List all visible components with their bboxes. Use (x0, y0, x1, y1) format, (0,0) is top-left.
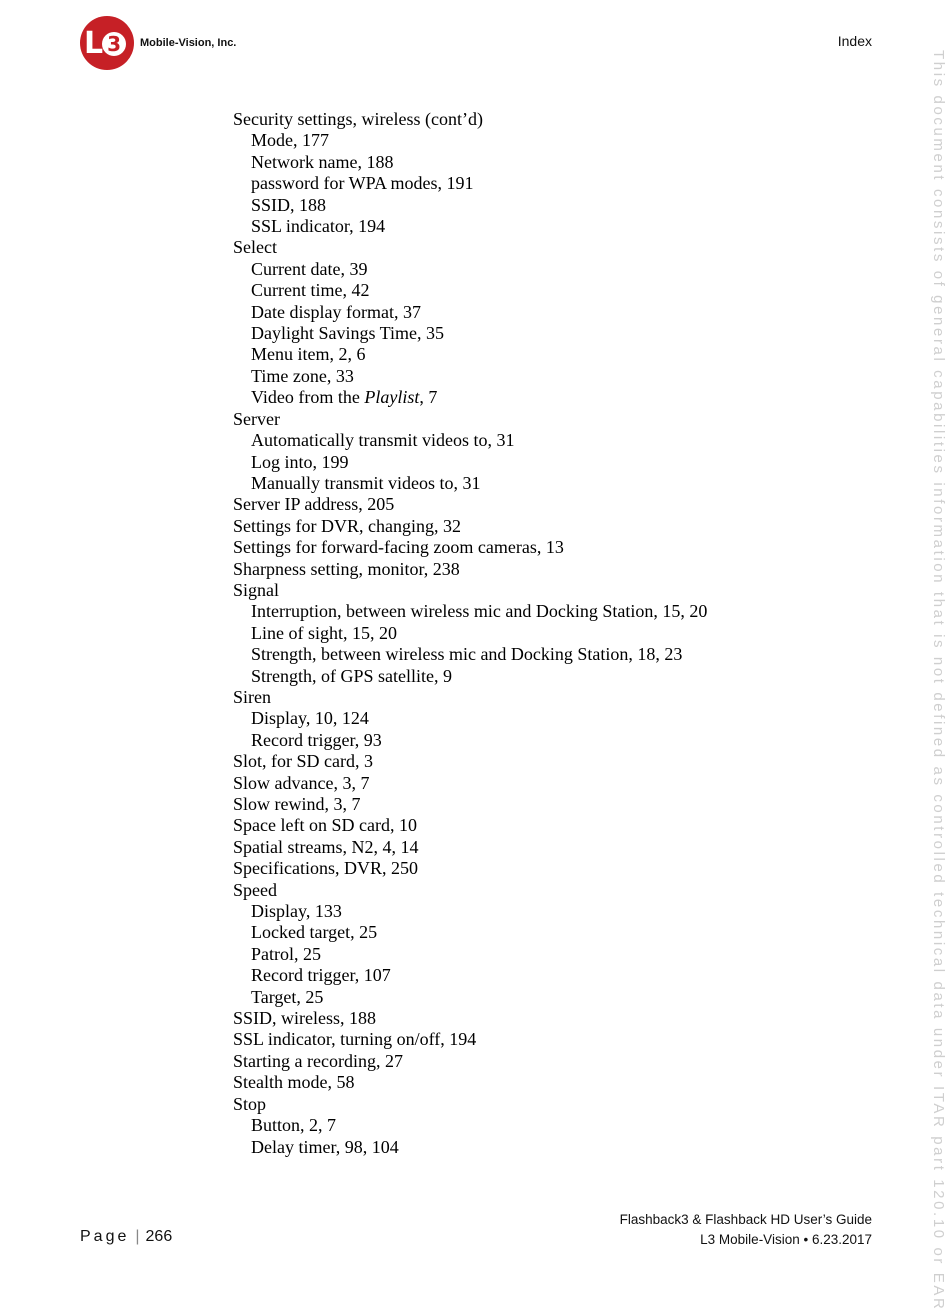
index-entry-text: SSL indicator, 194 (251, 216, 386, 237)
logo-badge-text: L 3 (84, 26, 126, 61)
index-entry-text: Stop (233, 1093, 267, 1114)
index-entry-text: SSL indicator, turning on/off, 194 (233, 1029, 477, 1050)
l3-logo-badge-icon (80, 16, 134, 70)
index-entry-text: Server (233, 408, 280, 429)
index-subentry (233, 601, 707, 622)
index-entry (233, 494, 707, 515)
index-subentry (233, 644, 707, 665)
index-entry-text: Log into, 199 (251, 451, 349, 472)
logo-company-name: Mobile-Vision, Inc. (140, 37, 237, 49)
index-entry-text: Siren (233, 686, 271, 707)
index-entry-list (233, 109, 707, 1158)
index-entry-text: Spatial streams, N2, 4, 14 (233, 836, 419, 857)
index-entry-text: Patrol, 25 (251, 943, 321, 964)
index-entry (233, 1008, 707, 1029)
index-entry-text: password for WPA modes, 191 (251, 173, 474, 194)
index-entry (233, 109, 707, 130)
index-entry-text: Specifications, DVR, 250 (233, 858, 418, 879)
index-entry-text: Menu item, 2, 6 (251, 344, 366, 365)
section-title: Index (837, 33, 872, 49)
index-subentry (233, 173, 707, 194)
index-subentry (233, 130, 707, 151)
index-entry-text: Delay timer, 98, 104 (251, 1136, 399, 1157)
index-subentry (233, 473, 707, 494)
index-entry-text: Security settings, wireless (cont’d) (233, 109, 483, 129)
index-entry (233, 687, 707, 708)
index-subentry (233, 366, 707, 387)
index-subentry (233, 1115, 707, 1136)
index-subentry (233, 302, 707, 323)
index-entry (233, 559, 707, 580)
index-entry (233, 1072, 707, 1093)
index-entry-pages: , 7 (419, 387, 438, 408)
footer-guide-info (620, 1210, 872, 1250)
index-entry-text: Starting a recording, 27 (233, 1050, 403, 1071)
index-entry-text: Video from the (251, 387, 365, 408)
index-entry-text: Date display format, 37 (251, 301, 421, 322)
index-entry-text: Time zone, 33 (251, 365, 354, 386)
index-subentry (233, 987, 707, 1008)
index-subentry (233, 922, 707, 943)
page-number: 266 (145, 1228, 173, 1245)
index-entry-text: Slow advance, 3, 7 (233, 772, 370, 793)
index-entry-text: Space left on SD card, 10 (233, 815, 417, 836)
index-entry-text: Automatically transmit videos to, 31 (251, 430, 515, 451)
index-entry-text: Display, 10, 124 (251, 708, 369, 729)
company-logo (80, 16, 236, 70)
index-entry (233, 794, 707, 815)
index-subentry (233, 901, 707, 922)
index-subentry (233, 730, 707, 751)
index-subentry (233, 1137, 707, 1158)
page-header (0, 0, 950, 90)
index-entry (233, 409, 707, 430)
index-entry-text: SSID, 188 (251, 194, 327, 215)
index-entry-text: Record trigger, 107 (251, 965, 391, 986)
index-entry-text: Speed (233, 879, 277, 900)
index-entry (233, 858, 707, 879)
index-entry (233, 773, 707, 794)
page-separator: | (135, 1228, 140, 1245)
index-entry-text: Current time, 42 (251, 280, 370, 301)
index-entry-text: Target, 25 (251, 986, 324, 1007)
index-subentry (233, 344, 707, 365)
index-entry-text: Manually transmit videos to, 31 (251, 472, 481, 493)
page-label: Page (80, 1228, 130, 1245)
index-entry (233, 751, 707, 772)
index-entry-text: Network name, 188 (251, 151, 394, 172)
index-entry (233, 1094, 707, 1115)
index-entry (233, 815, 707, 836)
page-number-block (80, 1228, 172, 1246)
index-entry-text: Button, 2, 7 (251, 1115, 337, 1136)
index-entry-text: Settings for DVR, changing, 32 (233, 515, 461, 536)
index-subentry (233, 280, 707, 301)
index-entry-text: Line of sight, 15, 20 (251, 622, 397, 643)
index-entry-text: Mode, 177 (251, 130, 329, 151)
index-entry (233, 537, 707, 558)
index-subentry (233, 152, 707, 173)
index-subentry (233, 623, 707, 644)
index-entry-text: Signal (233, 579, 280, 600)
index-entry-text: Strength, of GPS satellite, 9 (251, 665, 452, 686)
index-subentry (233, 387, 707, 408)
index-entry-text: Sharpness setting, monitor, 238 (233, 558, 460, 579)
index-entry-text: Server IP address, 205 (233, 494, 395, 515)
index-entry (233, 516, 707, 537)
company-date: L3 Mobile-Vision • 6.23.2017 (700, 1232, 872, 1247)
index-entry-text: Slot, for SD card, 3 (233, 751, 373, 772)
index-entry-text: Display, 133 (251, 901, 342, 922)
index-entry-text: Settings for forward-facing zoom cameras, 13 (233, 537, 564, 558)
index-entry-text: Stealth mode, 58 (233, 1072, 355, 1093)
index-entry-text: SSID, wireless, 188 (233, 1008, 376, 1029)
index-entry (233, 237, 707, 258)
index-subentry (233, 944, 707, 965)
index-entry (233, 1029, 707, 1050)
index-entry-text: Select (233, 237, 277, 258)
index-subentry (233, 430, 707, 451)
index-subentry (233, 323, 707, 344)
index-entry-text: Interruption, between wireless mic and Docking Station, 15, 20 (251, 601, 708, 622)
index-subentry (233, 666, 707, 687)
index-entry (233, 880, 707, 901)
index-entry (233, 1051, 707, 1072)
index-entry-text: Slow rewind, 3, 7 (233, 794, 361, 814)
index-subentry (233, 195, 707, 216)
index-entry-text: Record trigger, 93 (251, 729, 382, 750)
index-entry-text: Daylight Savings Time, 35 (251, 323, 445, 344)
index-entry-text: Locked target, 25 (251, 922, 378, 943)
index-subentry (233, 452, 707, 473)
index-entry (233, 837, 707, 858)
index-subentry (233, 708, 707, 729)
index-entry-italic: Playlist (364, 387, 420, 408)
index-subentry (233, 216, 707, 237)
index-subentry (233, 259, 707, 280)
index-subentry (233, 965, 707, 986)
index-entry (233, 580, 707, 601)
guide-title: Flashback3 & Flashback HD User’s Guide (619, 1212, 872, 1227)
index-entry-text: Current date, 39 (251, 258, 368, 279)
export-control-notice: This document consists of general capabilities information that is not defined as controlled technical data under ITAR part 120.10 or EAR (930, 50, 947, 1311)
index-entry-text: Strength, between wireless mic and Docking Station, 18, 23 (251, 644, 683, 665)
